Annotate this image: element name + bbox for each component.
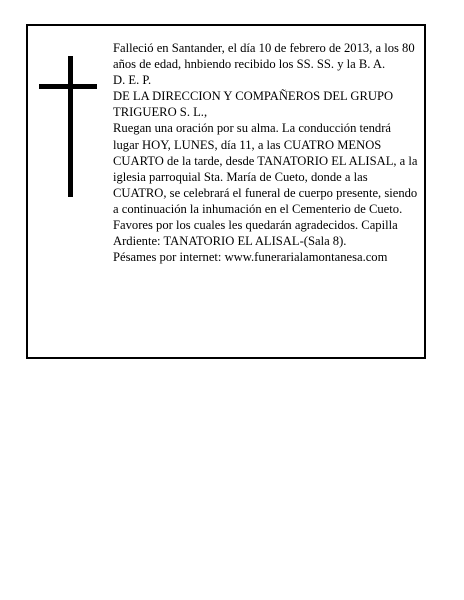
sender-line: DE LA DIRECCION Y COMPAÑEROS DEL GRUPO TRIGUERO S. L., xyxy=(113,89,394,120)
cross-horizontal-bar xyxy=(39,84,97,89)
funeral-details: Ruegan una oración por su alma. La conducción tendrá lugar HOY, LUNES, día 11, a las CUATRO MENOS CUARTO de la tarde, desde TANATORIO EL ALISAL, a la iglesia parroquial Sta. María de Cueto, donde a las CUATRO, se celebrará el funeral de cuerpo presente, siendo a continuación la inhumación en el Cementerio de Cueto. Favores por los cuales les quedarán agradecidos. Capilla Ardiente: TANATORIO EL ALISAL-(Sala 8). xyxy=(113,121,418,249)
rip-line: D. E. P. xyxy=(113,73,152,88)
death-announcement: Falleció en Santander, el día 10 de febrero de 2013, a los 80 años de edad, hnbiendo recibido los SS. SS. y la B. A. xyxy=(113,41,415,72)
notice-body xyxy=(113,40,418,265)
obituary-notice xyxy=(26,24,426,359)
condolences-line: Pésames por internet: www.funerarialamontanesa.com xyxy=(113,250,388,265)
cross-vertical-bar xyxy=(68,56,73,197)
